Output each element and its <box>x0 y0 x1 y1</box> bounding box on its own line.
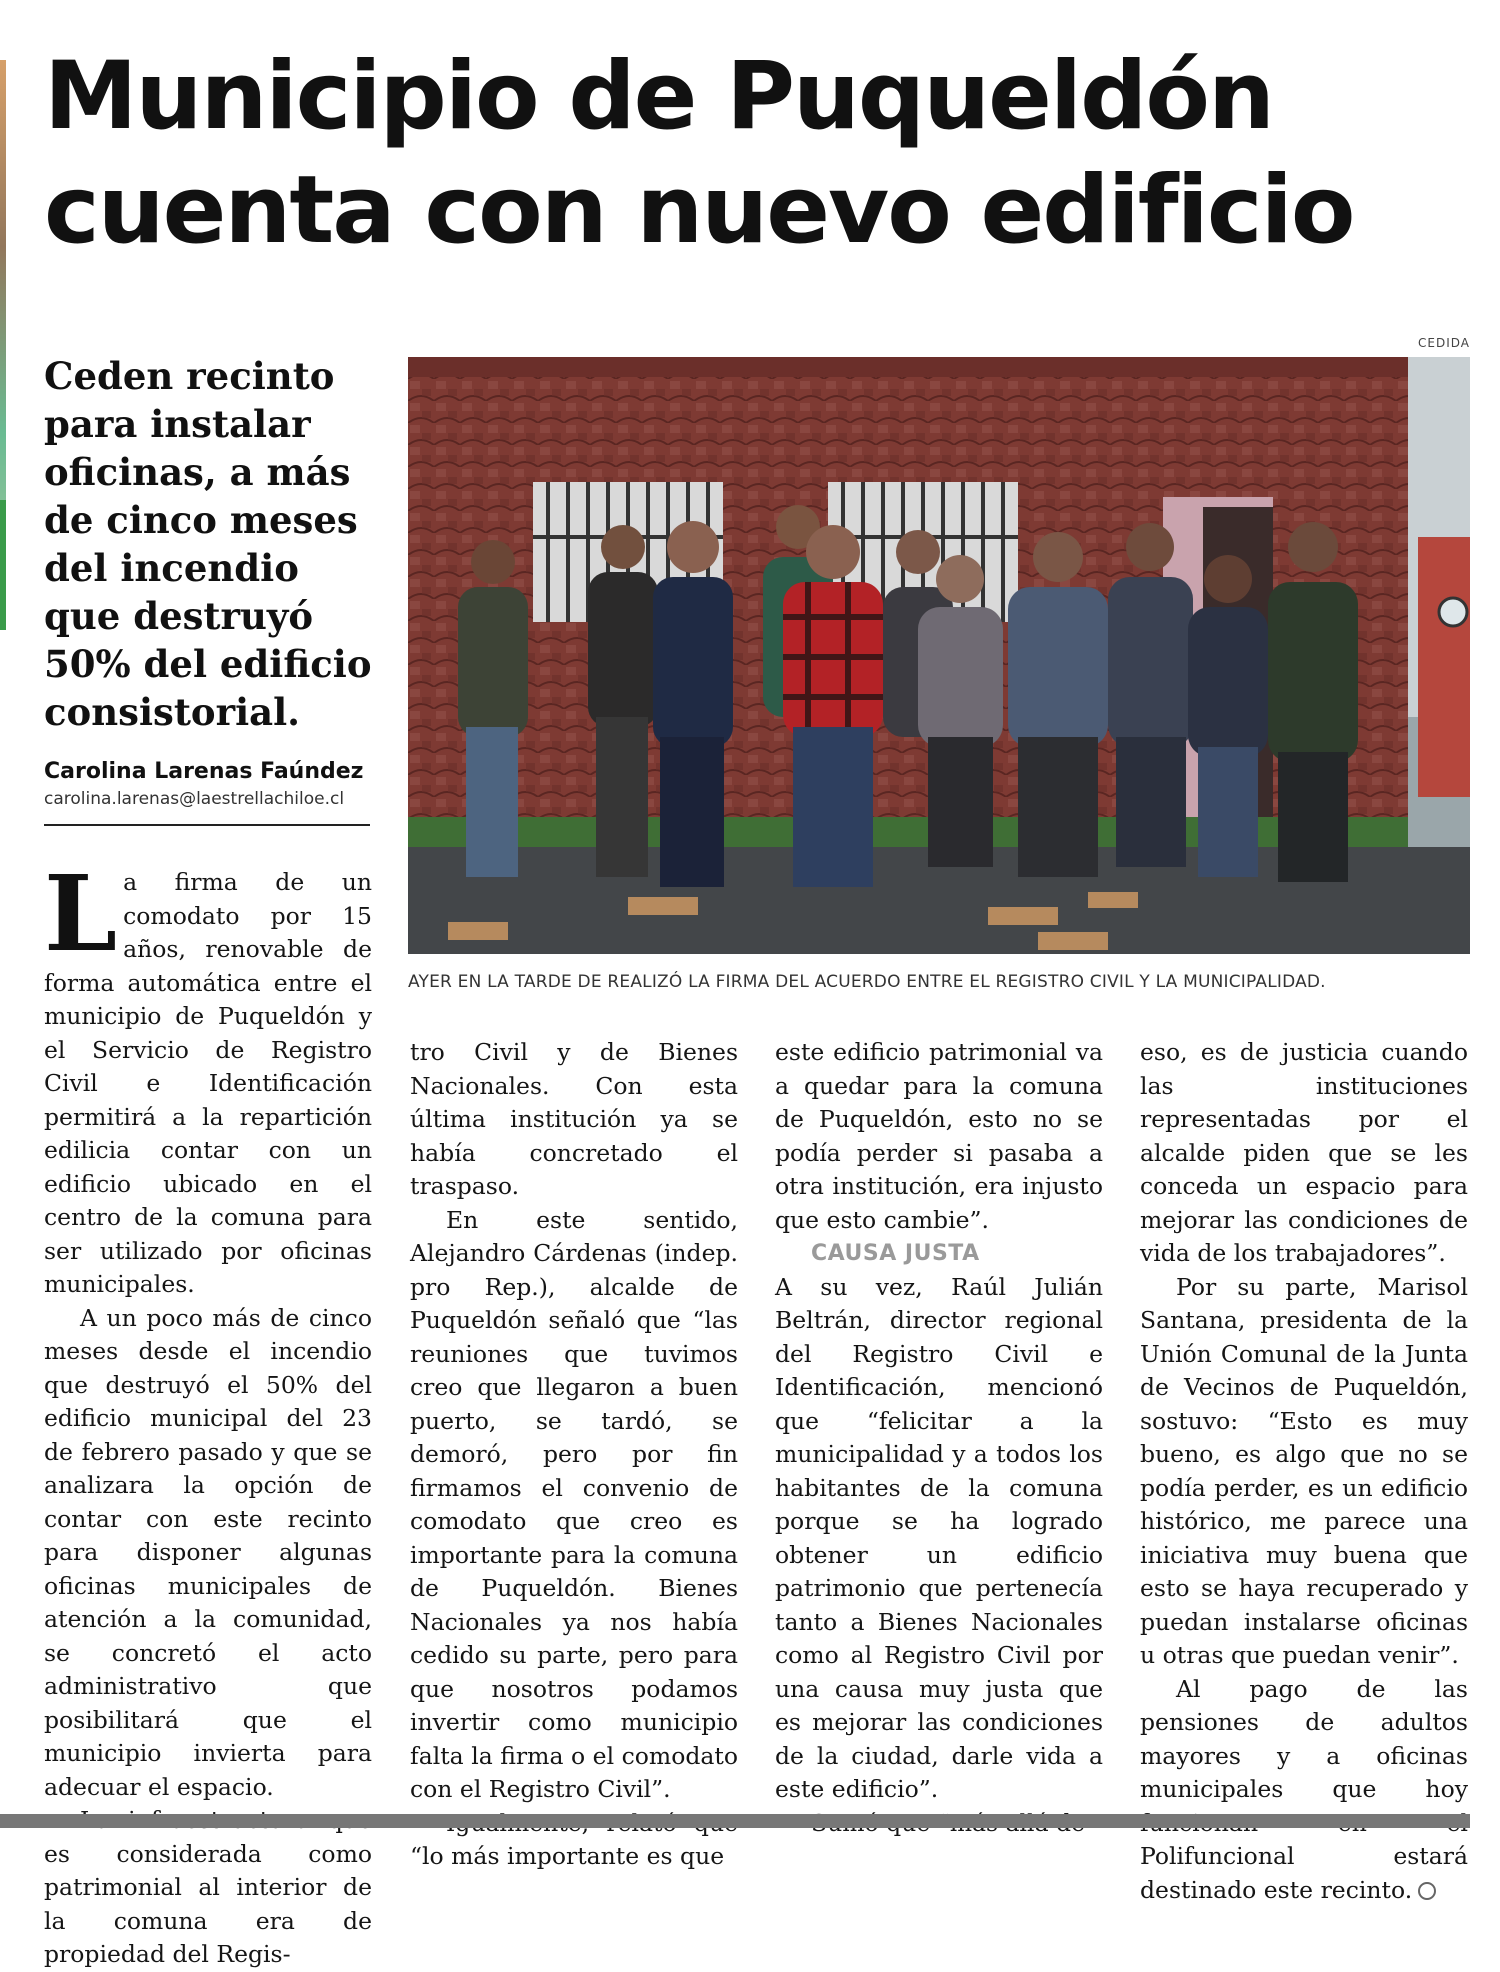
photo-caption: AYER EN LA TARDE DE REALIZÓ LA FIRMA DEL ACUERDO ENTRE EL REGISTRO CIVIL Y LA MUNICIPALIDAD. <box>408 972 1326 992</box>
paragraph-1 <box>44 852 372 1302</box>
article-column-2 <box>410 1036 738 1874</box>
paragraph-3-end: tro Civil y de Bienes Nacionales. Con esta última institución ya se había concretado el traspaso. <box>410 1038 738 1200</box>
drop-cap: L <box>44 852 118 975</box>
subhead-causa-justa: CAUSA JUSTA <box>811 1241 980 1266</box>
headline-line-1: Municipio de Puqueldón <box>44 42 1273 151</box>
deck-subtitle: Ceden recinto para instalar oficinas, a más de cinco meses del incendio que destruyó 50% del edificio consistorial. <box>44 354 372 734</box>
end-of-article-icon <box>1418 1882 1436 1900</box>
paragraph-5-start: “lo más importante es que <box>410 1842 725 1870</box>
paragraph-3-start: es considerada como patrimonial al interior de la comuna era de propiedad del Regis- <box>44 1839 372 1968</box>
group-photo-illustration <box>408 357 1470 954</box>
headline-line-2: cuenta con nuevo edificio <box>44 156 1354 265</box>
byline-divider <box>44 824 370 826</box>
article-column-1 <box>44 852 372 1972</box>
paragraph-1-text: a firma de un comodato por 15 años, renovable de forma automática entre el municipio de Puqueldón y el Servicio de Registro Civil e Identificación permitirá a la repartición edilicia contar con un edificio ubicado en el centro de la comuna para ser utilizado por oficinas municipales. <box>44 868 372 1298</box>
paragraph-2: A un poco más de cinco meses desde el incendio que destruyó el 50% del edificio municipal del 23 de febrero pasado y que se analizara la opción de contar con este recinto para disponer algunas oficinas municipales de atención a la comunidad, se concretó el acto administrativo que posibilitará que el municipio invierta para adecuar el espacio. <box>44 1303 372 1801</box>
left-edge-strip <box>0 0 10 1832</box>
article-column-4 <box>1140 1036 1468 1907</box>
author-email: carolina.larenas@laestrellachiloe.cl <box>44 789 345 809</box>
paragraph-6: A su vez, Raúl Julián Beltrán, director regional del Registro Civil e Identificación, mencionó que “felicitar a la municipalidad y a todos los habitantes de la comuna porque se ha logrado obtener un edificio patrimonio que pertenecía tanto a Bienes Nacionales como al Registro Civil por una causa muy justa que es mejorar las condiciones de la ciudad, darle vida a este edificio”. <box>775 1272 1103 1803</box>
headline <box>44 40 1464 268</box>
article-column-3 <box>775 1036 1103 1840</box>
photo-credit: CEDIDA <box>1418 336 1470 350</box>
paragraph-9 <box>1140 1673 1468 1908</box>
byline <box>44 757 374 811</box>
paragraph-9-text: Al pago de las pensiones de adultos mayores y a oficinas municipales que hoy Polifuncional estará destinado este recinto. <box>1140 1674 1468 1904</box>
paragraph-4: En este sentido, Alejandro Cárdenas (indep. pro Rep.), alcalde de Puqueldón señaló que “las reuniones que tuvimos creo que llegaron a buen puerto, se tardó, se demoró, pero por fin firmamos el convenio de comodato que creo es importante para la comuna de Puqueldón. Bienes Nacionales ya nos había cedido su parte, pero para que nosotros podamos invertir como municipio falta la firma o el comodato con el Registro Civil”. <box>410 1205 738 1803</box>
author-name: Carolina Larenas Faúndez <box>44 759 364 784</box>
paragraph-7-end: eso, es de justicia cuando las instituciones representadas por el alcalde piden que se les conceda un espacio para mejorar las condiciones de vida de los trabajadores”. <box>1140 1038 1468 1267</box>
adjacent-page-green-mark <box>0 500 6 630</box>
paragraph-5-end: este edificio patrimonial va a quedar para la comuna de Puqueldón, esto no se podía perder si pasaba a otra institución, era injusto que esto cambie”. <box>775 1038 1103 1234</box>
bottom-rule <box>0 1814 1470 1828</box>
article-photo <box>408 357 1470 954</box>
paragraph-8: Por su parte, Marisol Santana, presidenta de la Unión Comunal de la Junta de Vecinos de Puqueldón, sostuvo: “Esto es muy bueno, es algo que no se podía perder, es un edificio histórico, me parece una iniciativa muy buena que esto se haya recuperado y puedan instalarse oficinas u otras que puedan venir”. <box>1140 1272 1468 1669</box>
